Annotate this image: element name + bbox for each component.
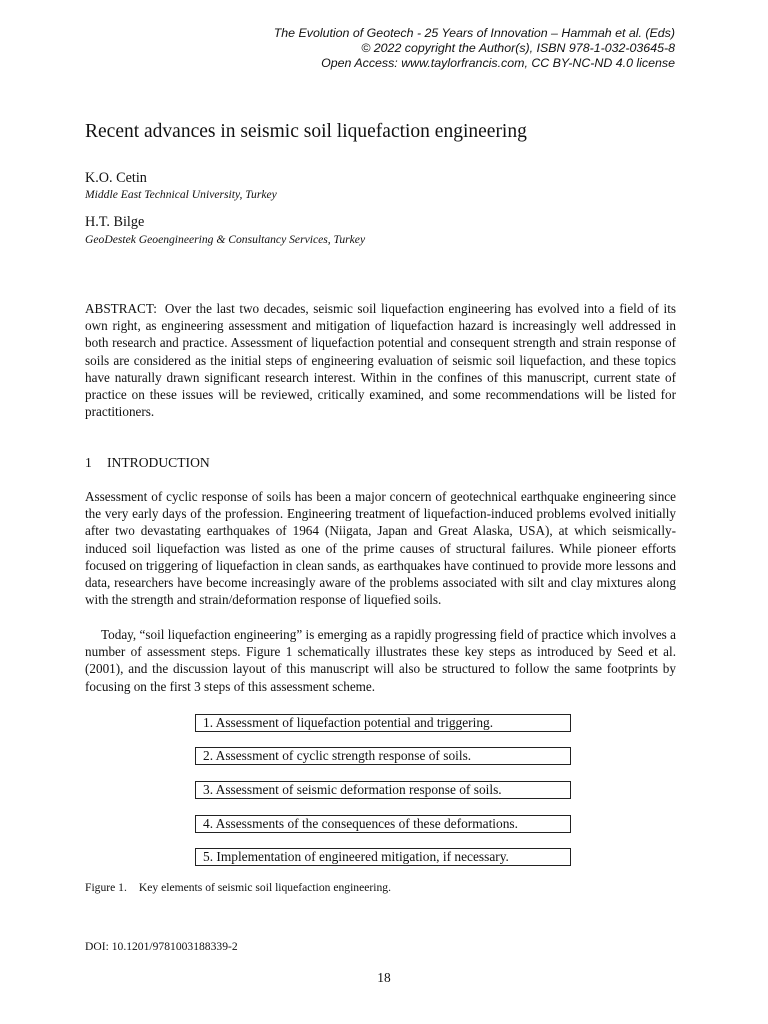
- figure-step-box: 3. Assessment of seismic deformation response of soils.: [195, 781, 571, 799]
- header-line-license: Open Access: www.taylorfrancis.com, CC BY-NC-ND 4.0 license: [321, 56, 675, 70]
- section-heading: [85, 454, 210, 471]
- abstract-text: Over the last two decades, seismic soil liquefaction engineering has evolved into a field of its own right, as engineering assessment and mitigation of liquefaction hazard is increasingly well addressed in both research and practice. Assessment of liquefaction potential and consequent strength and strain response of soils are considered as the initial steps of engineering evaluation of seismic soil liquefaction, and these topics have naturally drawn significant research interest. Within in the confines of this manuscript, current state of practice on these issues will be reviewed, critically examined, and some recommendations will be listed for practitioners.: [85, 301, 676, 420]
- figure-caption-label: Figure 1.: [85, 881, 127, 894]
- abstract-label: ABSTRACT:: [85, 301, 157, 316]
- book-header: [115, 26, 675, 71]
- author-affiliation-1: Middle East Technical University, Turkey: [85, 188, 277, 201]
- header-line-copyright: © 2022 copyright the Author(s), ISBN 978-1-032-03645-8: [361, 41, 675, 55]
- page-number: 18: [377, 970, 391, 985]
- section-number: 1: [85, 455, 92, 470]
- header-line-book-title: The Evolution of Geotech - 25 Years of Innovation – Hammah et al. (Eds): [273, 26, 675, 40]
- abstract: [85, 300, 676, 420]
- section-title: INTRODUCTION: [107, 455, 210, 470]
- body-paragraph-1: Assessment of cyclic response of soils has been a major concern of geotechnical earthquake engineering since the very early days of the profession. Engineering treatment of liquefaction-induced problems evolved initially after two devastating earthquakes of 1964 (Niigata, Japan and Great Alaska, USA), at which seismically-induced soil liquefaction was listed as one of the prime causes of structural failures. While pioneer efforts focused on triggering of liquefaction in clean sands, as earthquakes have continued to provide more lessons and data, researchers have become increasingly aware of the problems associated with silt and clay mixtures along with the strength and strain/deformation response of liquefied soils.: [85, 489, 676, 608]
- author-affiliation-2: GeoDestek Geoengineering & Consultancy Services, Turkey: [85, 233, 366, 246]
- doi: DOI: 10.1201/9781003188339-2: [85, 940, 238, 953]
- author-name-2: H.T. Bilge: [85, 214, 145, 230]
- figure-step-box: 5. Implementation of engineered mitigation, if necessary.: [195, 848, 571, 866]
- figure-caption: [85, 881, 391, 895]
- body-paragraph-2: Today, “soil liquefaction engineering” is emerging as a rapidly progressing field of practice which involves a number of assessment steps. Figure 1 schematically illustrates these key steps as introduced by Seed et al. (2001), and the discussion layout of this manuscript will also be structured to follow the same footprints by focusing on the first 3 steps of this assessment scheme.: [85, 627, 676, 694]
- figure-step-box: 4. Assessments of the consequences of these deformations.: [195, 815, 571, 833]
- figure-step-box: 1. Assessment of liquefaction potential and triggering.: [195, 714, 571, 732]
- figure-step-box: 2. Assessment of cyclic strength response of soils.: [195, 747, 571, 765]
- author-name-1: K.O. Cetin: [85, 170, 147, 186]
- paper-title: Recent advances in seismic soil liquefaction engineering: [85, 121, 527, 142]
- figure-caption-text: Key elements of seismic soil liquefaction engineering.: [138, 881, 391, 894]
